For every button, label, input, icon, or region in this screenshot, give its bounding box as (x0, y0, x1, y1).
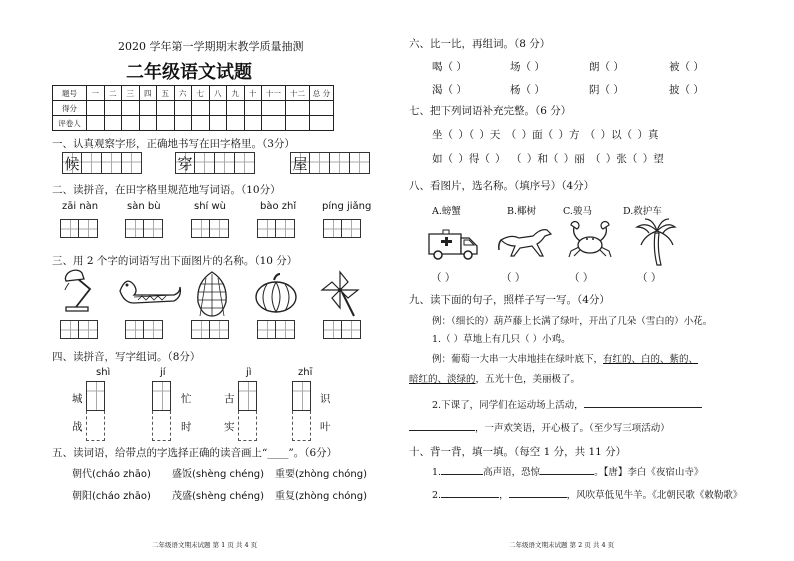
pinyin-label: píng jiǎng (322, 201, 372, 212)
write-grid-pingjiang[interactable] (323, 219, 361, 238)
score-header-cell: 八 (209, 86, 227, 101)
sentence-part: ，五光十色，美丽极了。 (475, 374, 581, 385)
poem-line-1[interactable] (432, 464, 703, 478)
sentence-part: 2.下课了，同学们在运动场上活动， (432, 400, 584, 411)
pinyin-label: zhī (298, 367, 313, 378)
page-2 (397, 0, 794, 561)
write-grid-3[interactable] (290, 152, 370, 174)
score-cell[interactable] (310, 101, 334, 116)
page-footer: 二年级语文期末试题 第 1 页 共 4 页 (152, 541, 258, 549)
word-char: 古 (224, 393, 235, 405)
option-label: A.螃蟹 (432, 206, 461, 217)
score-header-cell: 五 (157, 86, 175, 101)
score-cell[interactable] (87, 101, 105, 116)
poem-line-2[interactable] (432, 487, 742, 501)
score-header-cell: 七 (192, 86, 210, 101)
pinyin-label: sàn bù (127, 201, 161, 212)
answer-line[interactable] (509, 497, 567, 498)
score-header-cell: 十二 (286, 86, 310, 101)
question-3: 三、用 2 个字的词语写出下面图片的名称。（10 分） (52, 255, 298, 267)
question-2: 二、读拼音，在田字格里规范地写词语。（10分） (52, 184, 281, 196)
grader-cell[interactable] (174, 116, 192, 131)
answer-line[interactable] (540, 474, 594, 475)
write-grid-shiwu[interactable] (191, 219, 229, 238)
score-table (52, 85, 334, 131)
score-cell[interactable] (139, 101, 157, 116)
grader-cell[interactable] (244, 116, 262, 131)
pinyin-label: shì (96, 367, 111, 378)
compare-item[interactable]: 阴（ ） (589, 84, 624, 96)
write-grid-zhi[interactable] (292, 381, 311, 411)
pinyin-label: bào zhǐ (260, 201, 297, 212)
grader-cell[interactable] (310, 116, 334, 131)
answer-line[interactable] (409, 430, 475, 431)
example-sentence-2-cont (409, 371, 580, 385)
answer-grid-lamp[interactable] (60, 320, 98, 339)
poem-text: 高声语，恐惊 (483, 467, 541, 478)
palm-tree-icon (633, 217, 677, 267)
word-char: 叶 (320, 421, 331, 433)
word-char: 忙 (181, 393, 192, 405)
option-label: C.骏马 (563, 206, 592, 217)
fill-sentence-2[interactable] (432, 397, 702, 411)
pinecone-icon (192, 270, 232, 318)
word-box-zhi[interactable] (292, 411, 311, 441)
grader-cell[interactable] (286, 116, 310, 131)
score-cell[interactable] (227, 101, 245, 116)
answer-blank[interactable]: （ ） (637, 272, 662, 284)
score-cell[interactable] (157, 101, 175, 116)
model-char: 屋 (292, 155, 308, 173)
ambulance-icon (427, 226, 479, 262)
write-grid-2[interactable] (175, 152, 255, 174)
question-1: 一、认真观察字形，正确地书写在田字格里。（3分） (52, 138, 295, 150)
exam-header: 2020 学年第一学期期末教学质量抽测 (118, 40, 304, 53)
option-label: B.椰树 (507, 206, 537, 217)
underlined-part: 有红的、白的、紫的、 (603, 354, 699, 365)
score-cell[interactable] (174, 101, 192, 116)
compare-item[interactable]: 喝（ ） (432, 61, 467, 73)
grader-cell[interactable] (122, 116, 140, 131)
pinyin-label: jì (246, 367, 252, 378)
pinyin-label: shí wù (194, 201, 227, 212)
question-7: 七、把下列词语补充完整。（6 分） (409, 105, 572, 117)
idiom-row[interactable]: 如（ ）得（ ） （ ）和（ ）丽 （ ）张（ ）望 (432, 153, 664, 165)
grader-cell[interactable] (139, 116, 157, 131)
sentence-part: ，一声欢笑语，开心极了。（至少写三项活动） (475, 423, 670, 434)
write-grid-zainan[interactable] (60, 219, 98, 238)
word-char: 实 (224, 421, 235, 433)
score-cell[interactable] (192, 101, 210, 116)
answer-grid-pumpkin[interactable] (257, 320, 295, 339)
write-grid-shi[interactable] (86, 381, 105, 411)
answer-line[interactable] (584, 407, 702, 408)
answer-grid-pinwheel[interactable] (323, 320, 361, 339)
word-char: 战 (72, 421, 83, 433)
pinwheel-icon (318, 268, 362, 318)
write-grid-baozhi[interactable] (257, 219, 295, 238)
answer-blank[interactable]: （ ） (501, 272, 526, 284)
score-cell[interactable] (209, 101, 227, 116)
dragon-boat-icon (118, 271, 182, 311)
score-cell[interactable] (286, 101, 310, 116)
grader-row-label: 评卷人 (53, 116, 87, 131)
question-10: 十、背一背，填一填。（每空 1 分，共 11 分） (409, 446, 627, 458)
write-grid-ji2[interactable] (238, 381, 257, 411)
answer-grid-boat[interactable] (125, 320, 163, 339)
poem-source: ，风吹草低见牛羊。《北朝民歌《敕勒歌》 (566, 490, 743, 501)
grader-cell[interactable] (262, 116, 286, 131)
line-number: 1. (432, 467, 442, 478)
word-box-shi[interactable] (86, 411, 105, 441)
page-footer: 二年级语文期末试题 第 2 页 共 4 页 (509, 541, 615, 549)
score-header-cell: 总 分 (310, 86, 334, 101)
question-8: 八、看图片，选名称。（填序号）（4分） (409, 180, 595, 192)
example-sentence: 例：（细长的）葫芦藤上长满了绿叶，开出了几朵（雪白的）小花。 (432, 316, 713, 327)
score-header-cell: 三 (122, 86, 140, 101)
score-header-cell: 十 (244, 86, 262, 101)
score-header-cell: 六 (174, 86, 192, 101)
word-choice[interactable]: 茂盛(shèng chéng) (172, 491, 265, 502)
question-6: 六、比一比，再组词。（8 分） (409, 38, 551, 50)
fill-sentence[interactable]: 1.（ ）草地上有几只（ ）小鸡。 (432, 334, 571, 345)
score-cell[interactable] (244, 101, 262, 116)
write-grid-1[interactable] (62, 152, 142, 174)
word-choice[interactable]: 重要(zhòng chóng) (275, 469, 368, 480)
model-char: 候 (64, 155, 80, 173)
question-4: 四、读拼音，写字组词。（8分） (52, 351, 201, 363)
grader-cell[interactable] (104, 116, 122, 131)
grader-cell[interactable] (157, 116, 175, 131)
grader-cell[interactable] (209, 116, 227, 131)
compare-item[interactable]: 场（ ） (510, 61, 545, 73)
answer-blank[interactable]: （ ） (431, 272, 456, 284)
idiom-row[interactable]: 坐（ ）（ ）天 （ ）面（ ）方 （ ）以（ ）真 (432, 129, 659, 141)
word-char: 城 (72, 393, 83, 405)
score-row-label: 得分 (53, 101, 87, 116)
score-header-cell: 四 (139, 86, 157, 101)
pumpkin-icon (253, 272, 299, 314)
model-char: 穿 (177, 155, 193, 173)
score-header-cell: 题号 (53, 86, 87, 101)
word-box-ji1[interactable] (152, 411, 171, 441)
score-header-cell: 一 (87, 86, 105, 101)
word-choice[interactable]: 盛饭(shèng chéng) (172, 469, 265, 480)
word-char: 时 (181, 421, 192, 433)
compare-item[interactable]: 披（ ） (669, 84, 704, 96)
crab-icon (565, 219, 615, 263)
word-choice[interactable]: 朝代(cháo zhāo) (72, 469, 151, 480)
compare-item[interactable]: 渴（ ） (432, 84, 467, 96)
line-number: 2. (432, 490, 442, 501)
compare-item[interactable]: 朗（ ） (589, 61, 624, 73)
compare-item[interactable]: 被（ ） (669, 61, 704, 73)
fill-sentence-2-cont[interactable] (409, 420, 670, 434)
pinyin-label: jí (160, 367, 166, 378)
horse-icon (497, 226, 553, 260)
answer-blank[interactable]: （ ） (569, 272, 594, 284)
pinyin-label: zāi nàn (62, 201, 99, 212)
compare-item[interactable]: 杨（ ） (510, 84, 545, 96)
underlined-part: 暗红的、淡绿的 (409, 374, 476, 385)
option-label: D.救护车 (623, 206, 662, 217)
word-char: 识 (320, 393, 331, 405)
answer-grid-pinecone[interactable] (191, 320, 229, 339)
word-choice[interactable]: 朝阳(cháo zhāo) (72, 491, 151, 502)
answer-line[interactable] (441, 497, 499, 498)
score-cell[interactable] (122, 101, 140, 116)
score-cell[interactable] (262, 101, 286, 116)
poem-text: ， (499, 490, 509, 501)
word-choice[interactable]: 重复(zhòng chóng) (275, 491, 368, 502)
page-title: 二年级语文试题 (126, 62, 252, 83)
example-sentence-2 (432, 351, 698, 365)
score-header-cell: 十一 (262, 86, 286, 101)
grader-cell[interactable] (227, 116, 245, 131)
question-5: 五、读词语，给带点的字选择正确的读音画上“____”。（6分） (52, 447, 338, 459)
score-header-cell: 二 (104, 86, 122, 101)
word-box-ji2[interactable] (238, 411, 257, 441)
write-grid-sanbu[interactable] (125, 219, 163, 238)
lamp-icon (60, 269, 108, 315)
grader-cell[interactable] (87, 116, 105, 131)
score-header-cell: 九 (227, 86, 245, 101)
sentence-part: 例：葡萄一大串一大串地挂在绿叶底下， (432, 354, 604, 365)
score-cell[interactable] (104, 101, 122, 116)
grader-cell[interactable] (192, 116, 210, 131)
write-grid-ji1[interactable] (152, 381, 171, 411)
answer-line[interactable] (441, 474, 483, 475)
poem-source: 。【唐】李白《夜宿山寺》 (594, 467, 704, 478)
question-9: 九、读下面的句子，照样子写一写。（4分） (409, 294, 610, 306)
